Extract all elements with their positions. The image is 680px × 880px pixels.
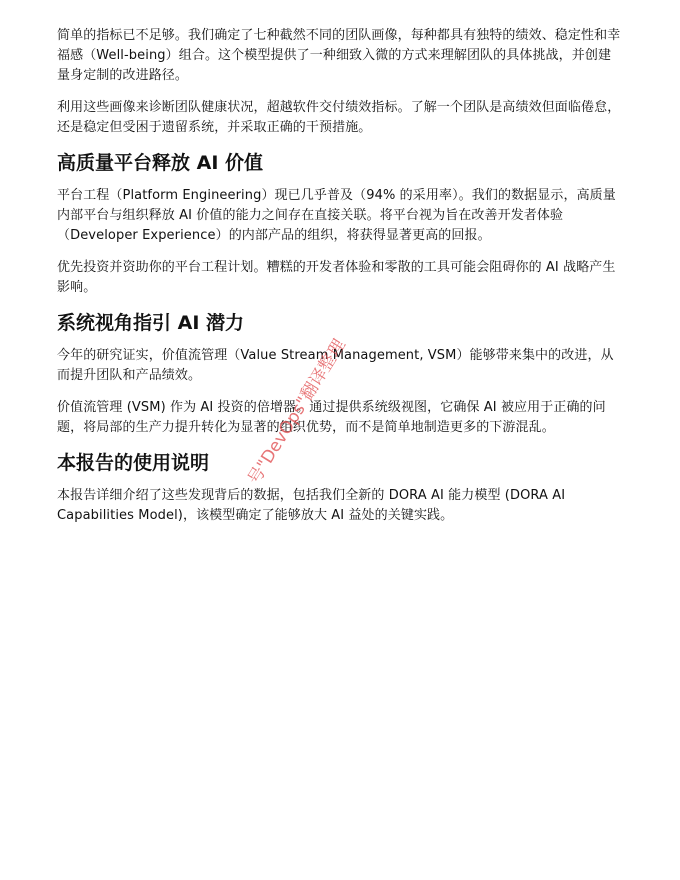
intro-paragraph-1: 简单的指标已不足够。我们确定了七种截然不同的团队画像，每种都具有独特的绩效、稳定性和幸福感（Well-being）组合。这个模型提供了一种细致入微的方式来理解团队的具体挑战，并创建量身定制的改进路径。: [57, 28, 621, 83]
platform-heading: 高质量平台释放 AI 价值: [57, 152, 264, 174]
systems-paragraph-2: 价值流管理 (VSM) 作为 AI 投资的倍增器。通过提供系统级视图，它确保 AI 被应用于正确的问题，将局部的生产力提升转化为显著的组织优势，而不是简单地制造更多的下游混乱。: [57, 400, 606, 435]
intro-paragraph-2: 利用这些画像来诊断团队健康状况，超越软件交付绩效指标。了解一个团队是高绩效但面临倦怠，还是稳定但受困于遗留系统，并采取正确的干预措施。: [57, 100, 621, 135]
watermark-text: 号"DevOps"翻译整理: [244, 335, 350, 489]
document-page: [57, 26, 623, 538]
usage-paragraph-1: 本报告详细介绍了这些发现背后的数据，包括我们全新的 DORA AI 能力模型 (DORA AI Capabilities Model)，该模型确定了能够放大 AI 益处的关键实践。: [57, 488, 566, 523]
systems-heading: 系统视角指引 AI 潜力: [57, 312, 245, 334]
platform-paragraph-2: 优先投资并资助你的平台工程计划。糟糕的开发者体验和零散的工具可能会阻碍你的 AI 战略产生影响。: [57, 260, 616, 295]
systems-paragraph-1: 今年的研究证实，价值流管理（Value Stream Management, VSM）能够带来集中的改进，从而提升团队和产品绩效。: [57, 348, 614, 383]
usage-heading: 本报告的使用说明: [57, 452, 210, 474]
platform-paragraph-1: 平台工程（Platform Engineering）现已几乎普及（94% 的采用率）。我们的数据显示，高质量内部平台与组织释放 AI 价值的能力之间存在直接关联。将平台视为旨在改善开发者体验（Developer Experience）的内部产品的组织，将获得显著更高的回报。: [57, 188, 616, 243]
